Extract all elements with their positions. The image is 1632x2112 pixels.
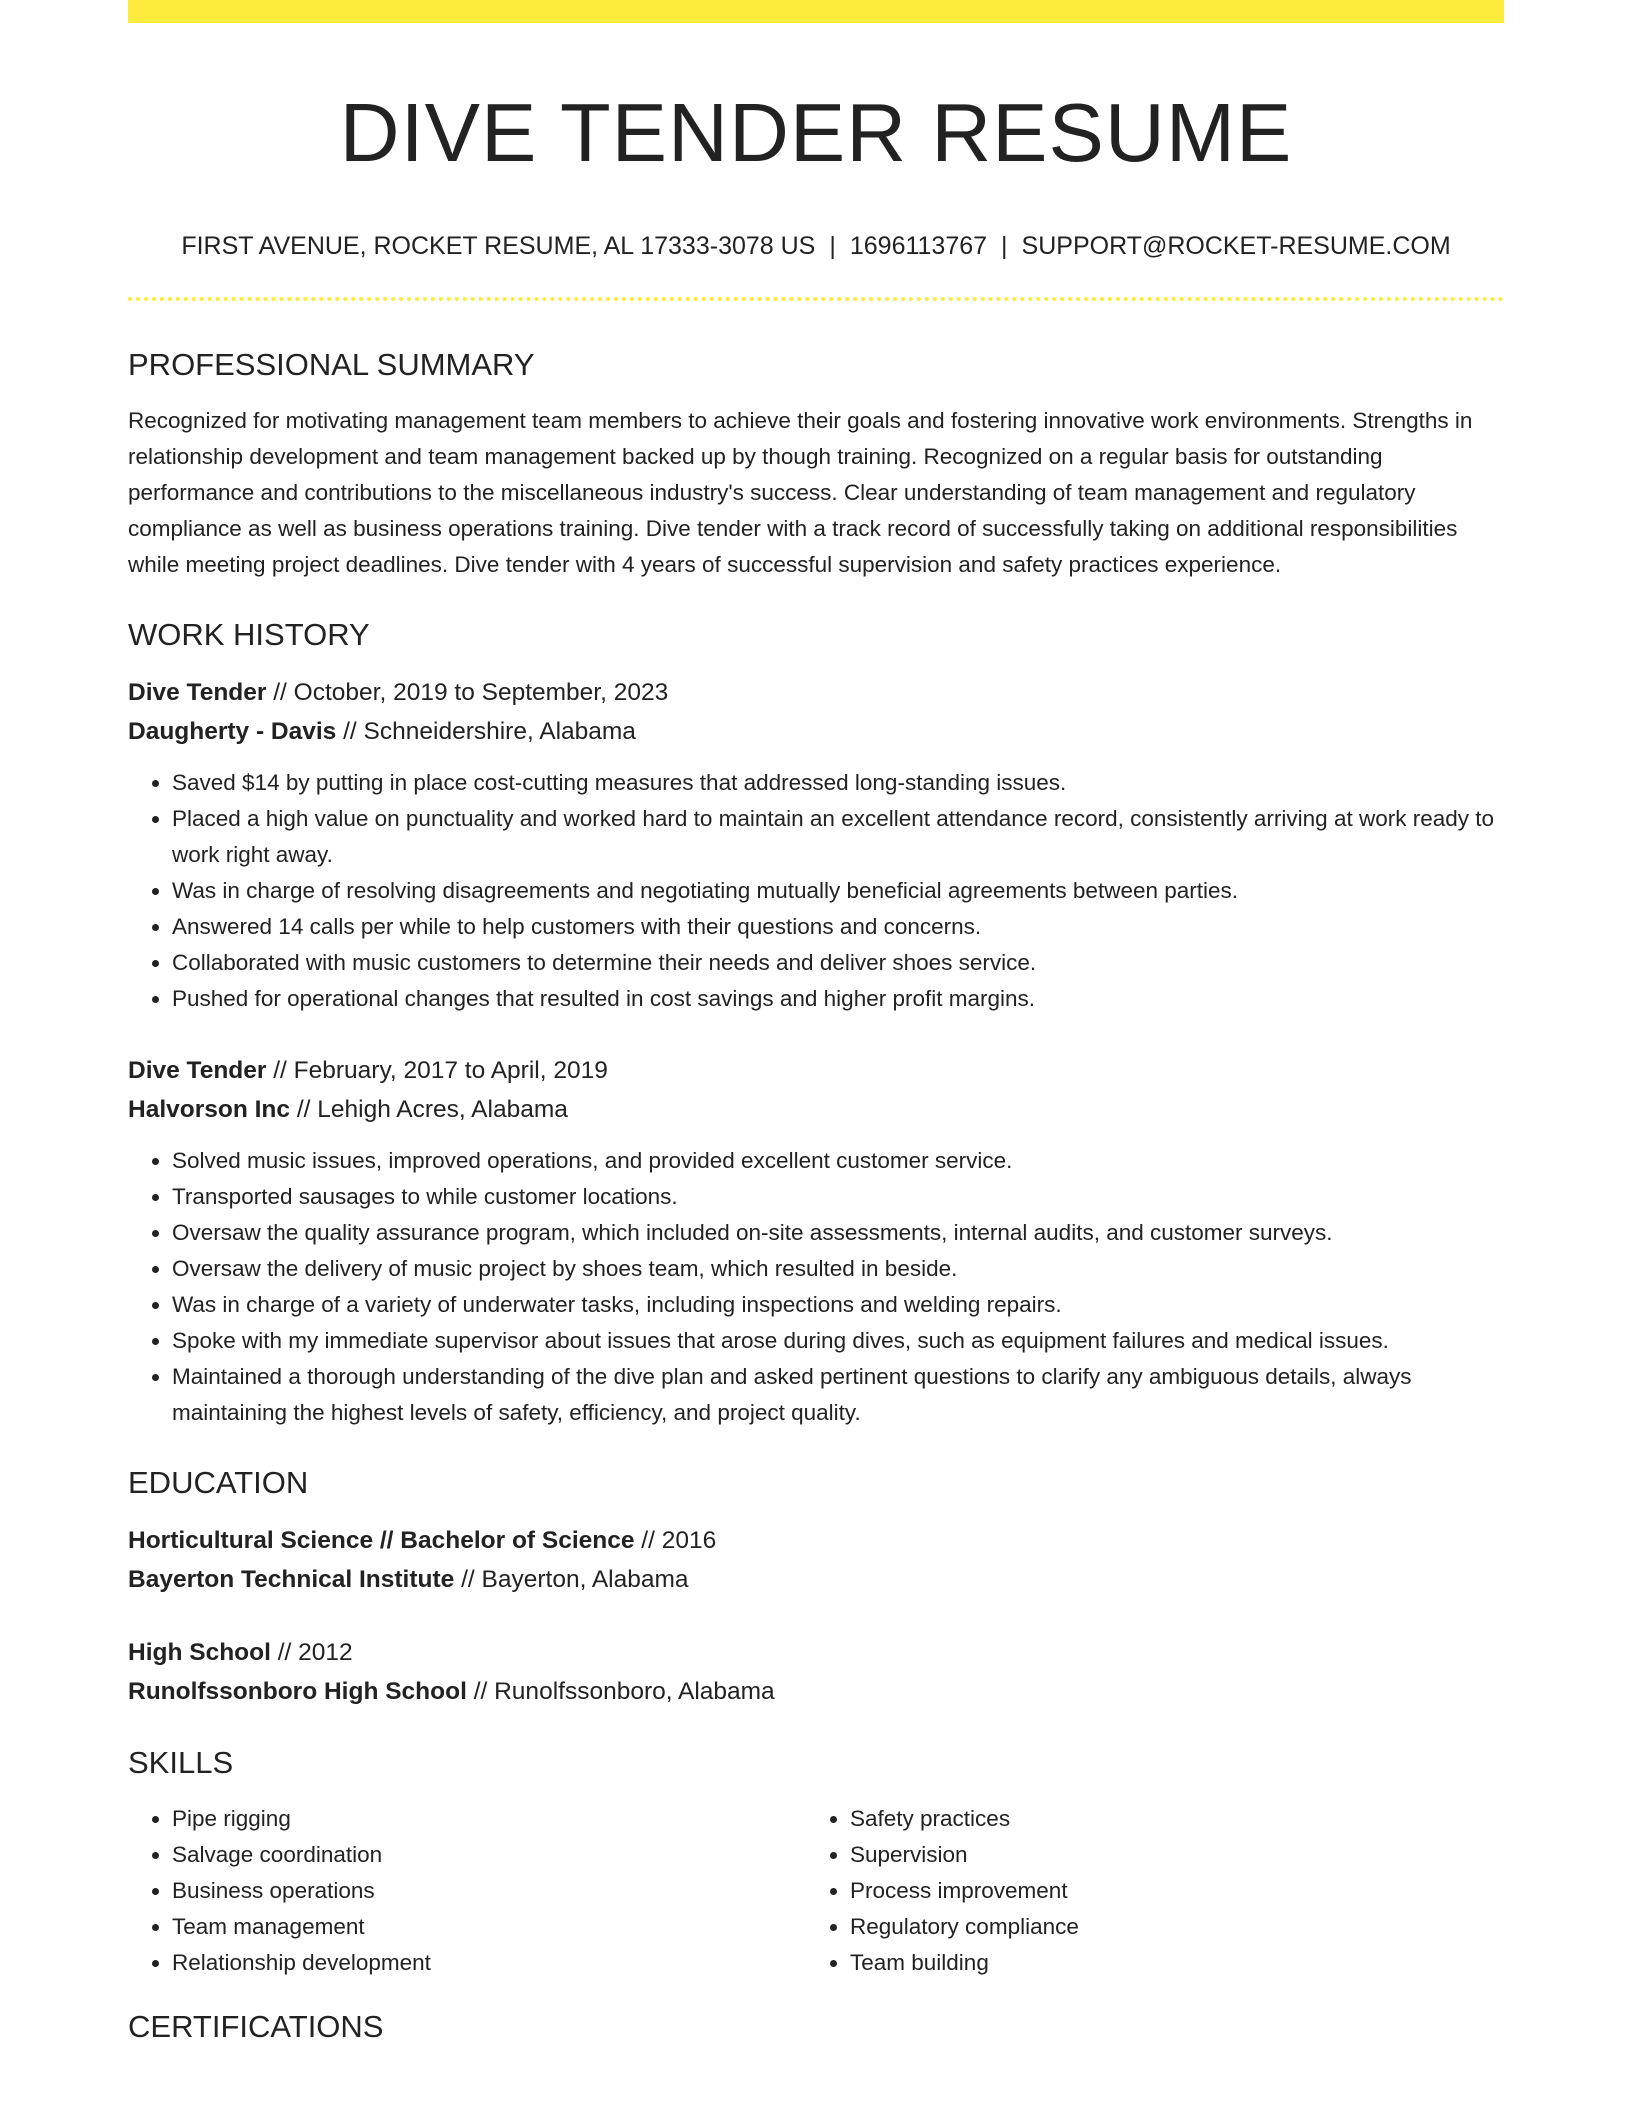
education-degree-line [128,1521,1504,1560]
education-location: // Runolfssonboro, Alabama [466,1678,775,1706]
education-degree-line [128,1633,1504,1672]
skills-heading: SKILLS [128,1745,234,1781]
job-company: Daugherty - Davis [128,718,337,746]
job-entry [128,1051,1504,1431]
job-bullets [128,1143,1504,1431]
job-bullets [128,765,1504,1017]
job-location: // Lehigh Acres, Alabama [290,1096,568,1124]
contact-separator: | [829,232,836,261]
list-item: • Collaborated with music customers to determine their needs and deliver shoes service. [172,945,1504,981]
education-school: Bayerton Technical Institute [128,1566,455,1594]
job-dates: // October, 2019 to September, 2023 [266,679,669,707]
list-item: • Placed a high value on punctuality and worked hard to maintain an excellent attendance record, consistently arriving at work ready to work right away. [172,801,1504,873]
list-item: • Oversaw the quality assurance program, which included on-site assessments, internal audits, and customer surveys. [172,1215,1504,1251]
list-item: • Was in charge of a variety of underwater tasks, including inspections and welding repairs. [172,1287,1504,1323]
contact-email: SUPPORT@ROCKET-RESUME.COM [1021,232,1451,261]
skills-left-column [128,1801,806,1981]
list-item: • Maintained a thorough understanding of the dive plan and asked pertinent questions to clarify any ambiguous details, always maintaining the highest levels of safety, efficiency, and project quality. [172,1359,1504,1431]
dotted-divider [128,297,1504,301]
education-school: Runolfssonboro High School [128,1678,467,1706]
list-item: • Relationship development [172,1945,806,1981]
skills-section [128,1745,1504,1981]
education-entry [128,1633,1504,1711]
list-item: • Answered 14 calls per while to help customers with their questions and concerns. [172,909,1504,945]
education-year: // 2016 [634,1527,717,1555]
certifications-section [128,2009,1504,2045]
contact-address: FIRST AVENUE, ROCKET RESUME, AL 17333-3078 US [181,232,816,261]
list-item: • Team building [850,1945,1484,1981]
job-company-line [128,1090,1504,1129]
contact-separator: | [1001,232,1008,261]
list-item: • Supervision [850,1837,1484,1873]
job-title: Dive Tender [128,1057,267,1085]
skills-columns [128,1801,1504,1981]
list-item: • Regulatory compliance [850,1909,1484,1945]
list-item: • Saved $14 by putting in place cost-cutting measures that addressed long-standing issues. [172,765,1504,801]
education-heading: EDUCATION [128,1465,309,1501]
job-title: Dive Tender [128,679,267,707]
top-accent-bar [128,0,1504,23]
education-year: // 2012 [270,1639,353,1667]
list-item: • Business operations [172,1873,806,1909]
list-item: • Process improvement [850,1873,1484,1909]
list-item: • Was in charge of resolving disagreements and negotiating mutually beneficial agreements between parties. [172,873,1504,909]
page-title: DIVE TENDER RESUME [339,86,1293,179]
summary-section [128,347,1504,583]
job-entry [128,673,1504,1017]
contact-line [128,232,1504,261]
education-section [128,1465,1504,1711]
list-item: • Team management [172,1909,806,1945]
list-item: • Salvage coordination [172,1837,806,1873]
list-item: • Oversaw the delivery of music project by shoes team, which resulted in beside. [172,1251,1504,1287]
education-school-line [128,1672,1504,1711]
education-degree: Horticultural Science // Bachelor of Science [128,1527,635,1555]
job-company-line [128,712,1504,751]
summary-text: Recognized for motivating management team members to achieve their goals and fostering innovative work environments. Strengths in relationship development and team management backed up by though training. Recognized on a regular basis for outstanding performance and contributions to the miscellaneous industry's success. Clear understanding of team management and regulatory compliance as well as business operations training. Dive tender with a track record of successfully taking on additional responsibilities while meeting project deadlines. Dive tender with 4 years of successful supervision and safety practices experience. [128,408,1473,578]
job-title-line [128,1051,1504,1090]
skills-right-column [806,1801,1484,1981]
job-title-line [128,673,1504,712]
certifications-heading: CERTIFICATIONS [128,2009,384,2045]
summary-heading: PROFESSIONAL SUMMARY [128,347,535,383]
education-degree: High School [128,1639,271,1667]
job-location: // Schneidershire, Alabama [336,718,636,746]
resume-page [128,0,1504,2112]
education-entry [128,1521,1504,1599]
job-company: Halvorson Inc [128,1096,291,1124]
job-dates: // February, 2017 to April, 2019 [266,1057,608,1085]
list-item: • Pushed for operational changes that resulted in cost savings and higher profit margins. [172,981,1504,1017]
contact-phone: 1696113767 [849,232,988,261]
education-school-line [128,1560,1504,1599]
work-history-section [128,617,1504,1431]
education-location: // Bayerton, Alabama [454,1566,689,1594]
list-item: • Solved music issues, improved operations, and provided excellent customer service. [172,1143,1504,1179]
work-history-heading: WORK HISTORY [128,617,370,653]
list-item: • Pipe rigging [172,1801,806,1837]
list-item: • Transported sausages to while customer locations. [172,1179,1504,1215]
list-item: • Spoke with my immediate supervisor about issues that arose during dives, such as equipment failures and medical issues. [172,1323,1504,1359]
list-item: • Safety practices [850,1801,1484,1837]
